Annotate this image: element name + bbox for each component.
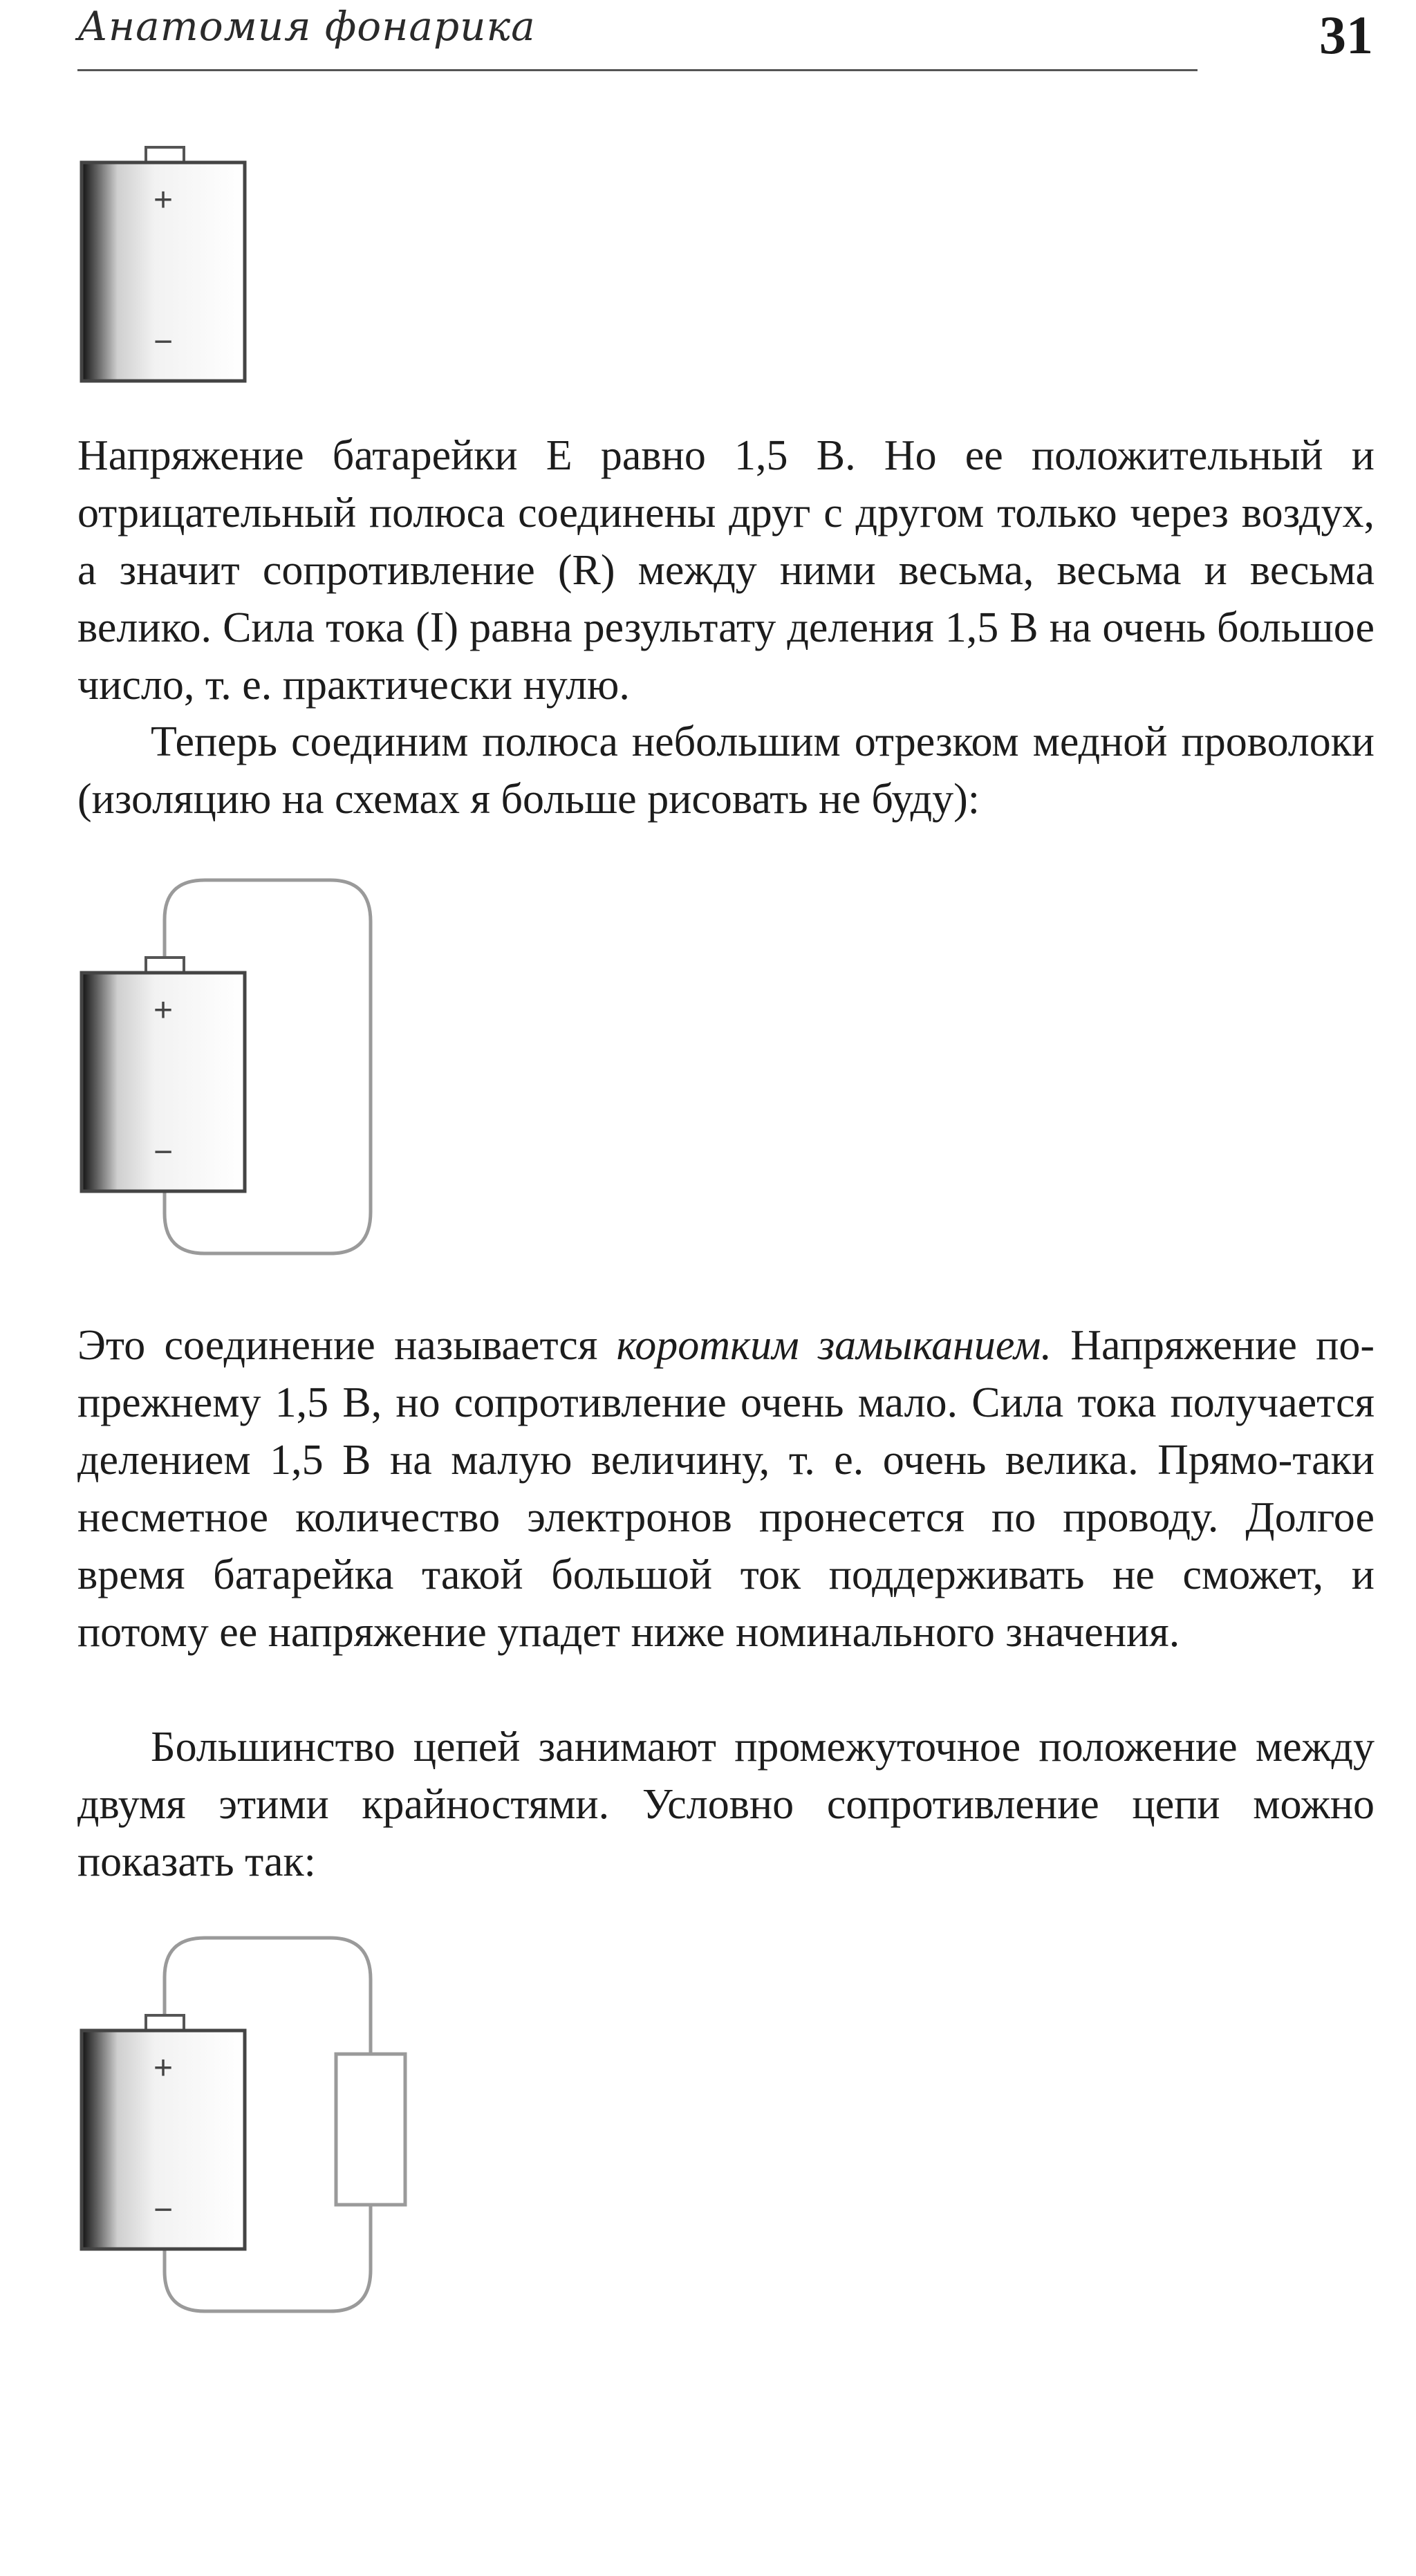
figure-battery: [0, 138, 290, 394]
battery-minus-sign: −: [153, 324, 174, 360]
paragraph-3-rest: Напряжение по-прежнему 1,5 B, но сопротивление очень мало. Сила тока получается делением 1,5 B на малую величину, т. е. очень велика. Прямо-таки несметное количество электронов пронесется по проводу. Долгое время батарейка такой большой ток поддерживать не сможет, и потому ее напряжение упадет ниже номинального значения.: [77, 1322, 1375, 1656]
page-number: 31: [1319, 5, 1373, 65]
figure-short-circuit: [0, 868, 387, 1276]
battery-icon: [82, 147, 245, 381]
battery-icon: [82, 2015, 245, 2249]
running-header-title: Анатомия фонарика: [77, 3, 536, 50]
resistor-symbol: [336, 2054, 405, 2205]
paragraph-3-lead: Это соединение называется: [77, 1322, 617, 1369]
paragraph-3: [77, 1317, 1375, 1661]
battery-plus-sign: +: [153, 992, 174, 1029]
battery-minus-sign: −: [153, 1134, 174, 1170]
figure-circuit-resistor: [0, 1925, 442, 2333]
battery-plus-sign: +: [153, 2050, 174, 2087]
battery-icon: [82, 958, 245, 1191]
battery-plus-sign: +: [153, 182, 174, 218]
battery-minus-sign: −: [153, 2192, 174, 2228]
term-short-circuit: коротким замыканием.: [616, 1322, 1052, 1369]
paragraph-2: Теперь соединим полюса небольшим отрезком медной проволоки (изоляцию на схемах я больше рисовать не буду):: [77, 718, 1375, 823]
paragraph-1: Напряжение батарейки E равно 1,5 B. Но ее положительный и отрицательный полюса соединены друг с другом только через воздух, а значит сопротивление (R) между ними весьма, весьма и весьма велико. Сила тока (I) равна результату деления 1,5 B на очень большое число, т. е. практически нулю.: [77, 432, 1375, 709]
paragraph-4: Большинство цепей занимают промежуточное положение между двумя этими крайностями. Условно сопротивление цепи можно показать так:: [77, 1724, 1375, 1885]
header-rule: [77, 69, 1198, 71]
